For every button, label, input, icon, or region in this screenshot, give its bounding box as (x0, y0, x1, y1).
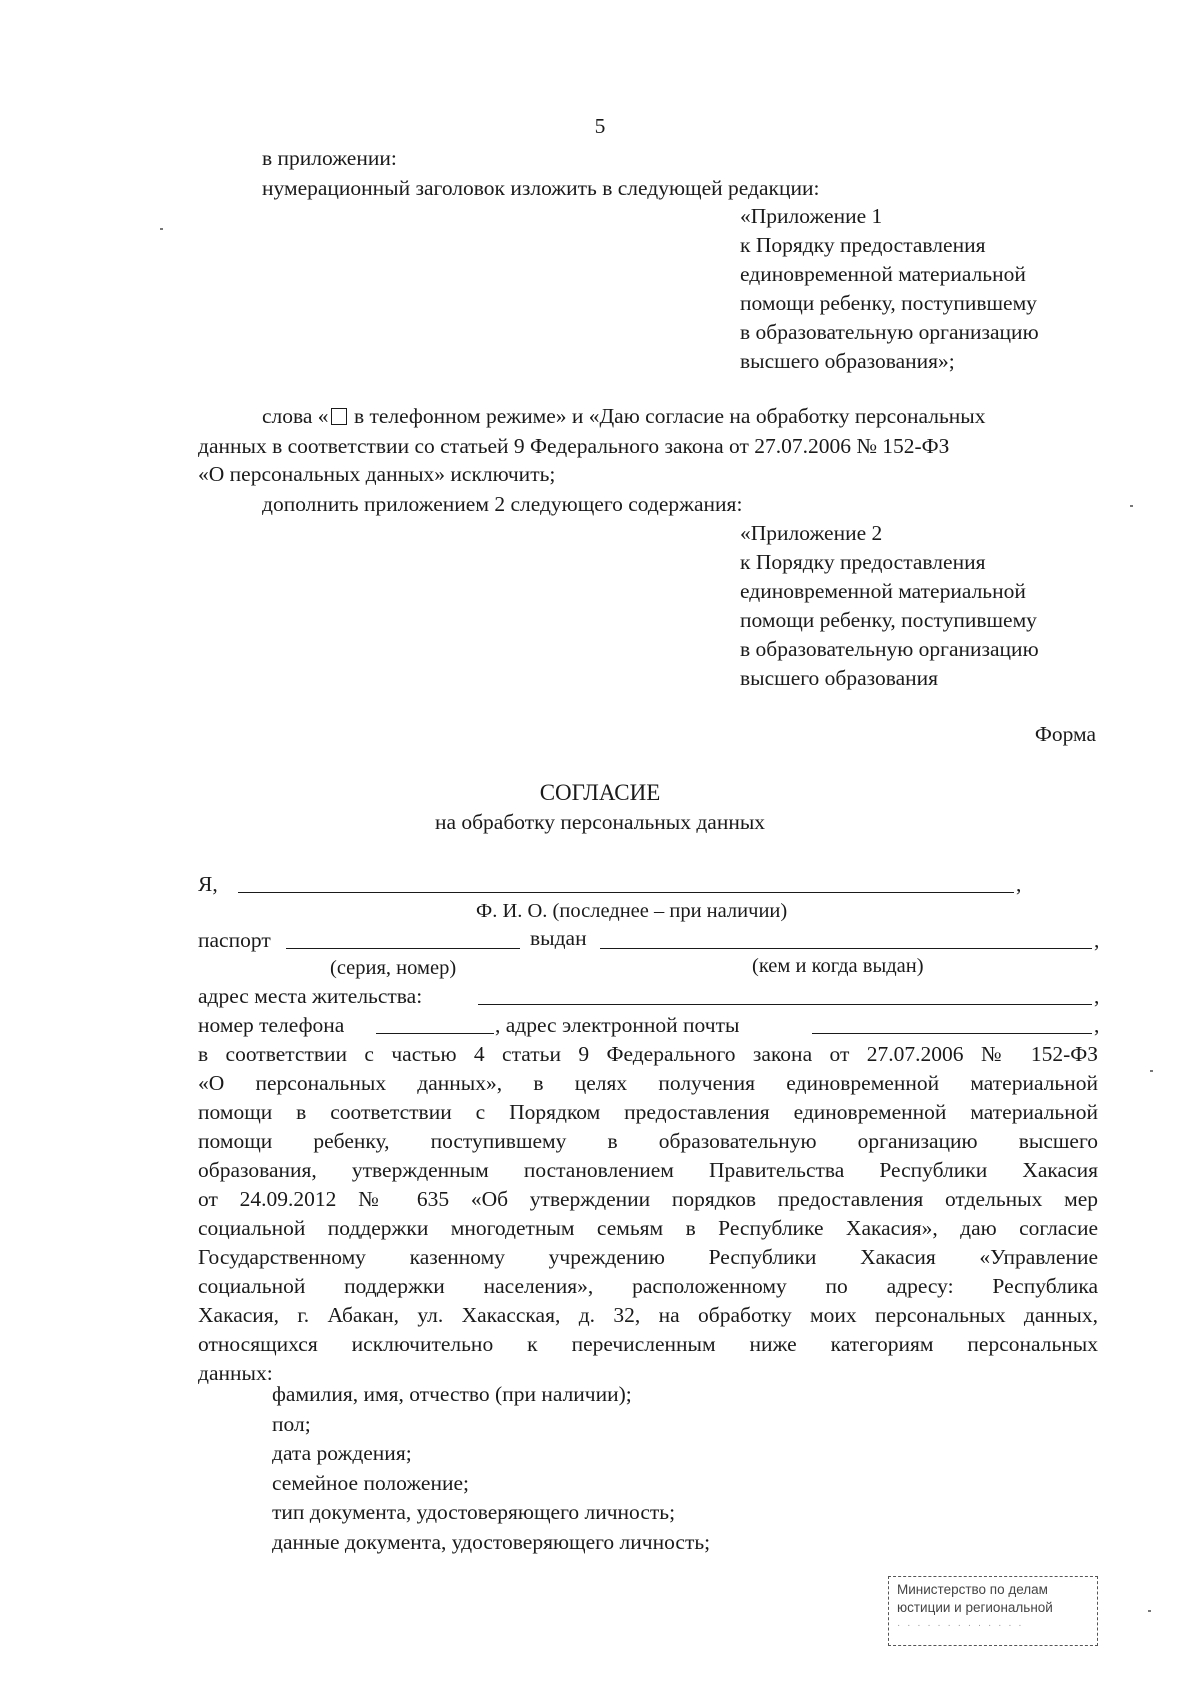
appendix-1-line: в образовательную организацию (740, 320, 1039, 344)
body-line: образования, утвержденным постановлением Правительства Республики Хакасия (198, 1158, 1098, 1182)
body-line: помощи в соответствии с Порядком предоставления единовременной материальной (198, 1100, 1098, 1124)
ya-label: Я, (198, 872, 218, 896)
consent-body (198, 1040, 1098, 1388)
body-line: социальной поддержки населения», расположенному по адресу: Республика (198, 1274, 1098, 1298)
intro-line-2: нумерационный заголовок изложить в следующей редакции: (262, 176, 820, 200)
email-blank-line[interactable] (812, 1033, 1092, 1034)
appendix-1-line: к Порядку предоставления (740, 233, 986, 257)
words-text-before-box: слова « (262, 404, 329, 428)
list-item: тип документа, удостоверяющего личность; (272, 1500, 676, 1524)
appendix-1-line: высшего образования»; (740, 349, 955, 373)
appendix-1-line: «Приложение 1 (740, 204, 883, 228)
fio-blank-line[interactable] (238, 892, 1014, 893)
intro-line-1: в приложении: (262, 146, 397, 170)
list-item: данные документа, удостоверяющего личность; (272, 1529, 711, 1554)
data-categories-list (272, 1380, 710, 1557)
words-paragraph-line-1 (262, 402, 985, 431)
stamp-line-1: Министерство по делам (897, 1582, 1048, 1597)
issued-label: выдан (530, 926, 587, 950)
appendix-1-line: помощи ребенку, поступившему (740, 291, 1037, 315)
words-paragraph-line-3: «О персональных данных» исключить; (198, 462, 556, 486)
list-item: дата рождения; (272, 1441, 412, 1465)
body-line: Хакасия, г. Абакан, ул. Хакасская, д. 32, на обработку моих персональных данных, (198, 1303, 1098, 1327)
email-comma: , (1094, 1013, 1100, 1037)
body-line: от 24.09.2012 № 635 «Об утверждении порядков предоставления отдельных мер (198, 1187, 1098, 1211)
words-paragraph-line-4: дополнить приложением 2 следующего содержания: (262, 492, 743, 516)
phone-label: номер телефона (198, 1013, 345, 1037)
page-number: 5 (594, 114, 606, 138)
words-text-after-box: в телефонном режиме» и «Даю согласие на обработку персональных (348, 404, 986, 428)
body-line: данных: (198, 1361, 273, 1385)
appendix-2-line: к Порядку предоставления (740, 550, 986, 574)
fio-comma: , (1016, 872, 1022, 896)
body-line: в соответствии с частью 4 статьи 9 Федерального закона от 27.07.2006 № 152-ФЗ (198, 1042, 1098, 1066)
scan-speck (1148, 1610, 1151, 1612)
words-paragraph-line-2: данных в соответствии со статьей 9 Федерального закона от 27.07.2006 № 152-ФЗ (198, 434, 950, 458)
address-label: адрес места жительства: (198, 984, 423, 1008)
list-item: фамилия, имя, отчество (при наличии); (272, 1382, 632, 1406)
list-item: пол; (272, 1411, 311, 1436)
series-caption: (серия, номер) (330, 957, 457, 979)
appendix-1-heading (740, 202, 1039, 376)
passport-label: паспорт (198, 928, 271, 952)
scan-speck (1150, 1070, 1153, 1072)
passport-comma: , (1094, 928, 1100, 952)
scan-speck (160, 228, 163, 230)
appendix-2-heading (740, 519, 1039, 693)
body-line: социальной поддержки многодетным семьям в Республике Хакасия», даю согласие (198, 1216, 1098, 1240)
checkbox-icon (331, 408, 347, 425)
phone-blank-line[interactable] (376, 1033, 494, 1034)
body-line: Государственному казенному учреждению Республики Хакасия «Управление (198, 1245, 1098, 1269)
appendix-1-line: единовременной материальной (740, 262, 1026, 286)
body-line: помощи ребенку, поступившему в образовательную организацию высшего (198, 1129, 1098, 1153)
registration-stamp (888, 1576, 1098, 1646)
consent-title: СОГЛАСИЕ (539, 780, 661, 805)
body-line: «О персональных данных», в целях получения единовременной материальной (198, 1071, 1098, 1095)
passport-number-blank-line[interactable] (286, 948, 520, 949)
address-blank-line[interactable] (478, 1004, 1092, 1005)
consent-subtitle: на обработку персональных данных (434, 810, 766, 834)
scan-speck (1130, 505, 1133, 507)
list-item: семейное положение; (272, 1470, 469, 1495)
appendix-2-line: в образовательную организацию (740, 637, 1039, 661)
stamp-line-2: юстиции и региональной (897, 1600, 1053, 1615)
issued-by-blank-line[interactable] (600, 948, 1092, 949)
form-label: Форма (1034, 722, 1096, 746)
appendix-2-line: высшего образования (740, 666, 939, 690)
stamp-faint-line: · · · · · · · · · · · · · (897, 1620, 1024, 1631)
address-comma: , (1094, 984, 1100, 1008)
appendix-2-line: единовременной материальной (740, 579, 1026, 603)
appendix-2-line: помощи ребенку, поступившему (740, 608, 1037, 632)
email-label: , адрес электронной почты (495, 1013, 740, 1037)
body-line: относящихся исключительно к перечисленным ниже категориям персональных (198, 1332, 1098, 1356)
appendix-2-line: «Приложение 2 (740, 521, 883, 545)
fio-caption: Ф. И. О. (последнее – при наличии) (476, 900, 788, 922)
issued-caption: (кем и когда выдан) (752, 955, 924, 977)
